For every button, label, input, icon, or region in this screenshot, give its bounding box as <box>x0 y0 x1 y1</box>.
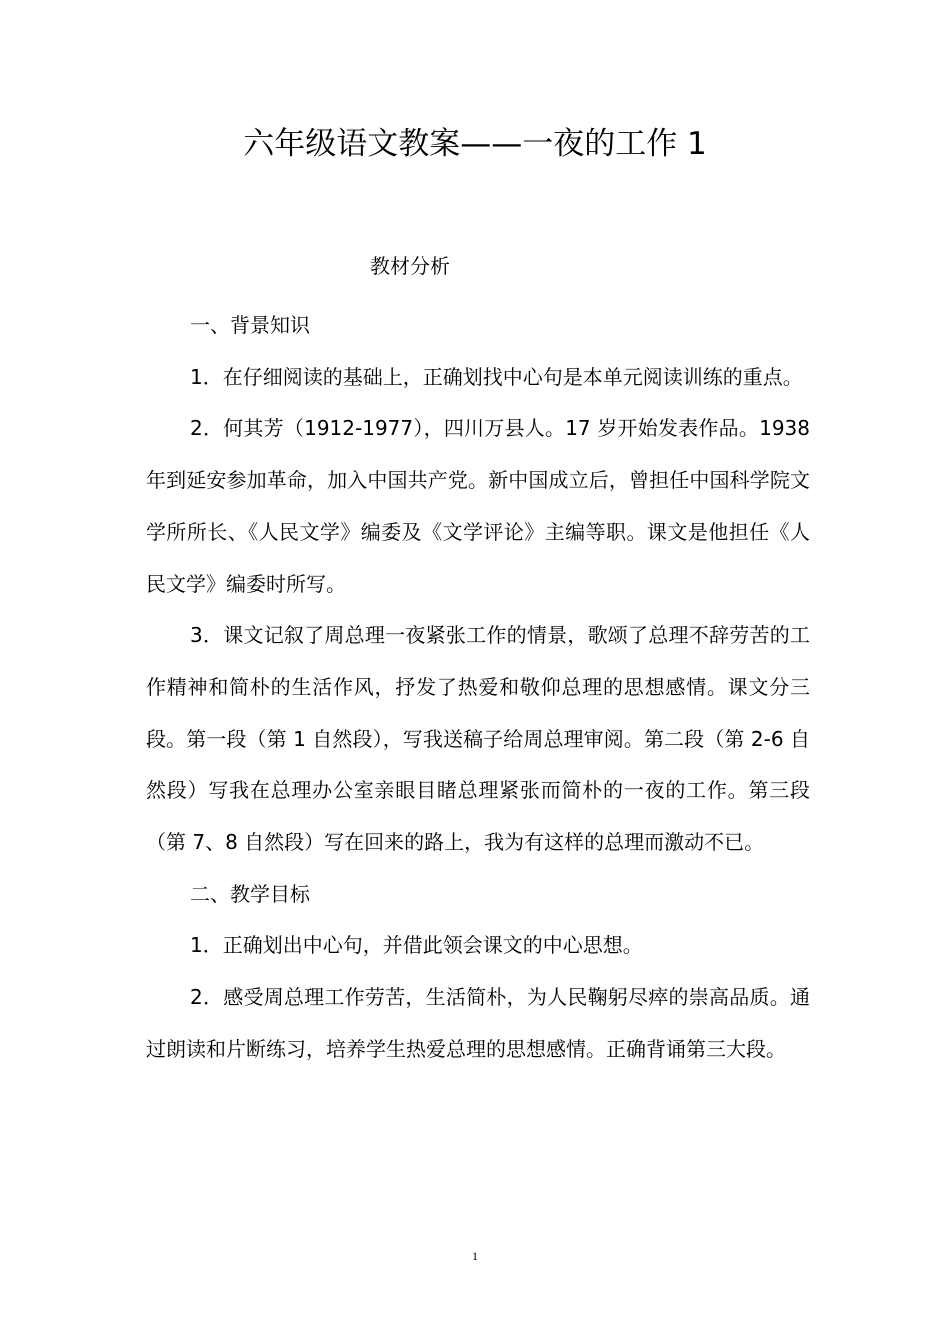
goal-2: 2．感受周总理工作劳苦，生活简朴，为人民鞠躬尽瘁的崇高品质。通过朗读和片断练习，培养学生热爱总理的思想感情。正确背诵第三大段。 <box>146 985 810 1061</box>
document-body <box>146 300 810 1076</box>
page-number: 1 <box>472 1249 478 1263</box>
heading-background-knowledge: 一、背景知识 <box>190 313 310 337</box>
heading-teaching-goals: 二、教学目标 <box>190 881 310 906</box>
document-title: 六年级语文教案——一夜的工作 1 <box>243 126 707 162</box>
section-heading: 教材分析 <box>370 254 450 278</box>
paragraph-2: 2．何其芳（1912-1977），四川万县人。17 岁开始发表作品。1938 年到延安参加革命，加入中国共产党。新中国成立后，曾担任中国科学院文学所所长、《人民文学》编委及《文学评论》主编等职。课文是他担任《人民文学》编委时所写。 <box>146 416 810 596</box>
paragraph-3: 3．课文记叙了周总理一夜紧张工作的情景，歌颂了总理不辞劳苦的工作精神和简朴的生活作风，抒发了热爱和敬仰总理的思想感情。课文分三段。第一段（第 1 自然段），写我送稿子给周总理审阅。第二段（第 2-6 自然段）写我在总理办公室亲眼目睹总理紧张而简朴的一夜的工作。第三段（第 7、8 自然段）写在回来的路上，我为有这样的总理而激动不已。 <box>146 623 810 855</box>
goal-1: 1．正确划出中心句，并借此领会课文的中心思想。 <box>190 933 643 958</box>
paragraph-1: 1．在仔细阅读的基础上，正确划找中心句是本单元阅读训练的重点。 <box>190 364 803 389</box>
